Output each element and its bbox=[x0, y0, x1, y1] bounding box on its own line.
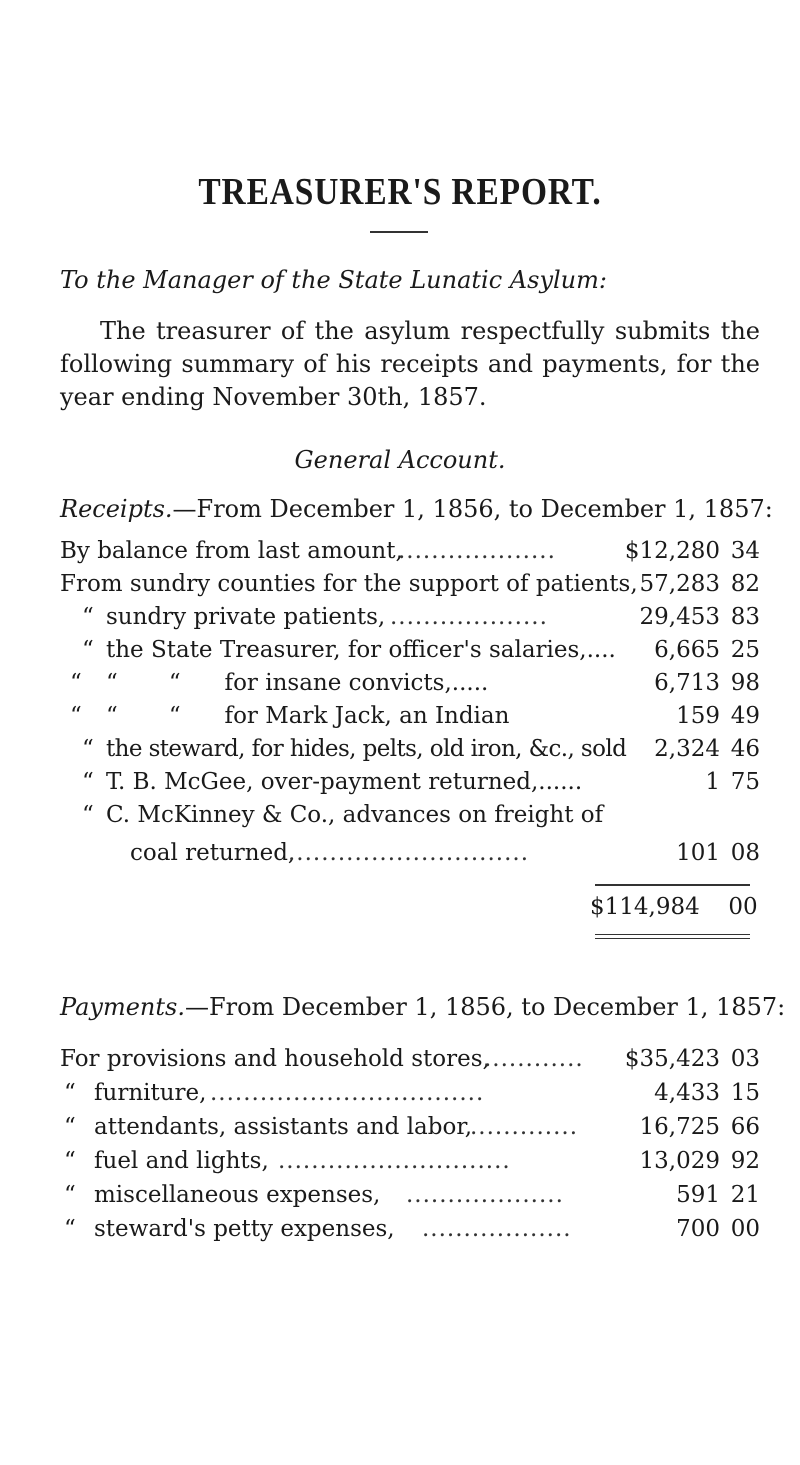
receipt-label: sundry private patients, bbox=[106, 604, 386, 630]
leader-dots: ............................ bbox=[278, 1148, 511, 1174]
ditto-mark: “ bbox=[64, 1182, 76, 1208]
ditto-mark: “ bbox=[70, 670, 82, 696]
leader-dots: ................... bbox=[406, 1182, 564, 1208]
receipt-row bbox=[60, 840, 760, 872]
ditto-mark: “ bbox=[82, 736, 94, 762]
ditto-mark: “ bbox=[82, 604, 94, 630]
title-divider bbox=[370, 231, 428, 233]
leader-dots: ................... bbox=[398, 538, 556, 564]
payment-row bbox=[60, 1182, 760, 1214]
receipt-label: “ “ for insane convicts,..... bbox=[106, 670, 489, 696]
receipt-dollars: 101 bbox=[676, 840, 720, 866]
receipt-dollars: 57,283 bbox=[639, 571, 720, 597]
payments-heading-text: —From December 1, 1856, to December 1, 1857: bbox=[184, 993, 786, 1021]
receipt-label: C. McKinney & Co., advances on freight of bbox=[106, 802, 604, 828]
ditto-mark: “ bbox=[82, 769, 94, 795]
payment-cents: 00 bbox=[730, 1216, 760, 1242]
receipt-row bbox=[60, 637, 760, 669]
receipt-label: T. B. McGee, over-payment returned,...... bbox=[106, 769, 583, 795]
intro-text: The treasurer of the asylum respectfully submits the following summary of his receipts and payments, for the year ending November 30th, 1857. bbox=[60, 317, 760, 411]
payment-dollars: 700 bbox=[676, 1216, 720, 1242]
payment-label: For provisions and household stores, bbox=[60, 1046, 490, 1072]
receipt-dollars: 29,453 bbox=[639, 604, 720, 630]
leader-dots: .................. bbox=[422, 1216, 572, 1242]
leader-dots: ................... bbox=[390, 604, 548, 630]
leader-dots: ............................. bbox=[288, 840, 530, 866]
payment-dollars: 16,725 bbox=[639, 1114, 720, 1140]
payment-dollars: 4,433 bbox=[654, 1080, 720, 1106]
receipt-cents: 46 bbox=[730, 736, 760, 762]
payments-heading-label: Payments. bbox=[60, 993, 185, 1021]
ditto-mark: “ bbox=[82, 637, 94, 663]
payment-cents: 92 bbox=[730, 1148, 760, 1174]
payment-row bbox=[60, 1216, 760, 1248]
payment-row bbox=[60, 1046, 760, 1078]
leader-dots: ............ bbox=[484, 1046, 584, 1072]
receipt-cents: 75 bbox=[730, 769, 760, 795]
receipts-total bbox=[590, 894, 758, 920]
receipts-heading-label: Receipts. bbox=[60, 495, 173, 523]
payment-label: steward's petty expenses, bbox=[94, 1216, 395, 1242]
payment-label: attendants, assistants and labor, bbox=[94, 1114, 473, 1140]
ditto-mark: “ bbox=[64, 1216, 76, 1242]
payments-heading bbox=[60, 993, 785, 1021]
receipt-label: the steward, for hides, pelts, old iron, &c., sold bbox=[106, 736, 627, 762]
payment-cents: 21 bbox=[730, 1182, 760, 1208]
receipt-row bbox=[60, 538, 760, 570]
receipt-row bbox=[60, 604, 760, 636]
receipt-dollars: $12,280 bbox=[624, 538, 720, 564]
leader-dots: ............. bbox=[470, 1114, 579, 1140]
payment-cents: 03 bbox=[730, 1046, 760, 1072]
receipt-row bbox=[60, 703, 760, 735]
sum-rule bbox=[595, 884, 750, 886]
double-rule-bottom bbox=[595, 938, 750, 939]
payment-row bbox=[60, 1148, 760, 1180]
receipt-label: “ “ for Mark Jack, an Indian bbox=[106, 703, 510, 729]
receipt-dollars: 2,324 bbox=[654, 736, 720, 762]
ditto-mark: “ bbox=[64, 1080, 76, 1106]
ditto-mark: “ bbox=[64, 1114, 76, 1140]
payment-label: fuel and lights, bbox=[94, 1148, 269, 1174]
receipt-dollars: 159 bbox=[676, 703, 720, 729]
receipt-cents: 83 bbox=[730, 604, 760, 630]
payment-label: furniture, bbox=[94, 1080, 207, 1106]
receipt-label: From sundry counties for the support of patients, bbox=[60, 571, 638, 597]
receipts-heading bbox=[60, 495, 773, 523]
receipt-row bbox=[60, 571, 760, 603]
receipt-dollars: 6,665 bbox=[654, 637, 720, 663]
receipt-row bbox=[60, 670, 760, 702]
double-rule-top bbox=[595, 934, 750, 935]
receipt-label: the State Treasurer, for officer's salaries,.... bbox=[106, 637, 616, 663]
receipt-cents: 34 bbox=[730, 538, 760, 564]
receipt-row bbox=[60, 802, 760, 834]
receipt-row bbox=[60, 736, 760, 768]
payment-dollars: 13,029 bbox=[639, 1148, 720, 1174]
receipts-total-cents: 00 bbox=[728, 894, 758, 920]
receipt-cents: 08 bbox=[730, 840, 760, 866]
receipt-label: coal returned, bbox=[130, 840, 296, 866]
payment-cents: 15 bbox=[730, 1080, 760, 1106]
receipt-dollars: 6,713 bbox=[654, 670, 720, 696]
payment-row bbox=[60, 1114, 760, 1146]
payment-label: miscellaneous expenses, bbox=[94, 1182, 381, 1208]
receipt-cents: 49 bbox=[730, 703, 760, 729]
receipts-total-dollars: $114,984 bbox=[590, 894, 700, 920]
salutation: To the Manager of the State Lunatic Asylum: bbox=[60, 266, 607, 294]
receipt-cents: 98 bbox=[730, 670, 760, 696]
payment-dollars: 591 bbox=[676, 1182, 720, 1208]
receipts-heading-text: —From December 1, 1856, to December 1, 1857: bbox=[172, 495, 773, 523]
general-account-heading: General Account. bbox=[294, 446, 506, 474]
receipt-dollars: 1 bbox=[705, 769, 720, 795]
payment-cents: 66 bbox=[730, 1114, 760, 1140]
ditto-mark: “ bbox=[64, 1148, 76, 1174]
receipt-row bbox=[60, 769, 760, 801]
receipt-cents: 82 bbox=[730, 571, 760, 597]
ditto-mark: “ bbox=[82, 802, 94, 828]
payment-row bbox=[60, 1080, 760, 1112]
page-title: TREASURER'S REPORT. bbox=[198, 171, 602, 213]
receipt-cents: 25 bbox=[730, 637, 760, 663]
ditto-mark: “ bbox=[70, 703, 82, 729]
intro-paragraph bbox=[60, 315, 760, 414]
receipt-label: By balance from last amount, bbox=[60, 538, 403, 564]
leader-dots: ................................. bbox=[210, 1080, 485, 1106]
payment-dollars: $35,423 bbox=[624, 1046, 720, 1072]
